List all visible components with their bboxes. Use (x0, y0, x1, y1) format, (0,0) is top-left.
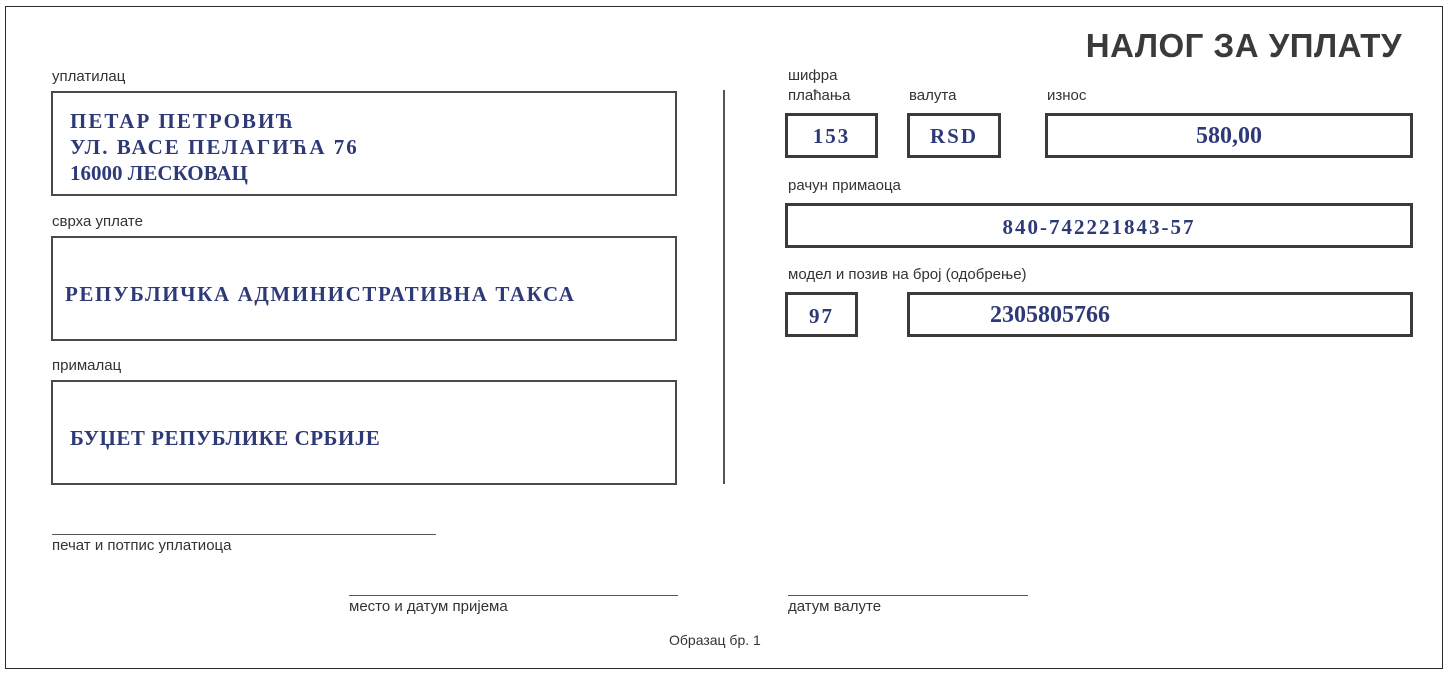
place-date-line (349, 595, 678, 596)
payment-code-label-2: плаћања (788, 87, 851, 104)
recipient-field[interactable] (51, 380, 677, 485)
payment-code-field[interactable] (785, 113, 878, 158)
form-title: НАЛОГ ЗА УПЛАТУ (1085, 27, 1402, 64)
reference-label: модел и позив на број (одобрење) (788, 266, 1027, 283)
purpose-value: РЕПУБЛИЧКА АДМИНИСТРАТИВНА ТАКСА (65, 282, 576, 306)
recipient-label: прималац (52, 357, 122, 374)
payer-field[interactable] (51, 91, 677, 196)
place-date-label: место и датум пријема (349, 598, 508, 615)
amount-value: 580,00 (1196, 123, 1262, 149)
currency-field[interactable] (907, 113, 1001, 158)
reference-number-value: 2305805766 (990, 302, 1110, 328)
form-number: Образац бр. 1 (669, 632, 761, 648)
value-date-label: датум валуте (788, 598, 882, 615)
currency-value: RSD (929, 124, 978, 148)
amount-label: износ (1047, 87, 1087, 104)
column-divider (723, 90, 725, 484)
reference-number-field[interactable] (907, 292, 1413, 337)
payer-address: УЛ. ВАСЕ ПЕЛАГИЋА 76 (70, 135, 359, 159)
payment-order-form (5, 6, 1443, 669)
payment-code-value: 153 (812, 124, 851, 148)
recipient-value: БУЏЕТ РЕПУБЛИКЕ СРБИЈЕ (70, 426, 381, 450)
currency-label: валута (909, 87, 957, 104)
payer-label: уплатилац (52, 68, 126, 85)
recipient-account-value: 840-742221843-57 (1002, 215, 1196, 239)
signature-line (52, 534, 436, 535)
recipient-account-label: рачун примаоца (788, 177, 901, 194)
reference-model-field[interactable] (785, 292, 858, 337)
amount-field[interactable] (1045, 113, 1413, 158)
recipient-account-field[interactable] (785, 203, 1413, 248)
payment-code-label-1: шифра (788, 67, 838, 84)
purpose-label: сврха уплате (52, 213, 143, 230)
payer-name: ПЕТАР ПЕТРОВИЋ (70, 109, 296, 133)
purpose-field[interactable] (51, 236, 677, 341)
payer-city: 16000 ЛЕСКОВАЦ (70, 161, 248, 185)
value-date-line (788, 595, 1028, 596)
signature-label: печат и потпис уплатиоца (52, 537, 232, 554)
reference-model-value: 97 (809, 304, 834, 328)
